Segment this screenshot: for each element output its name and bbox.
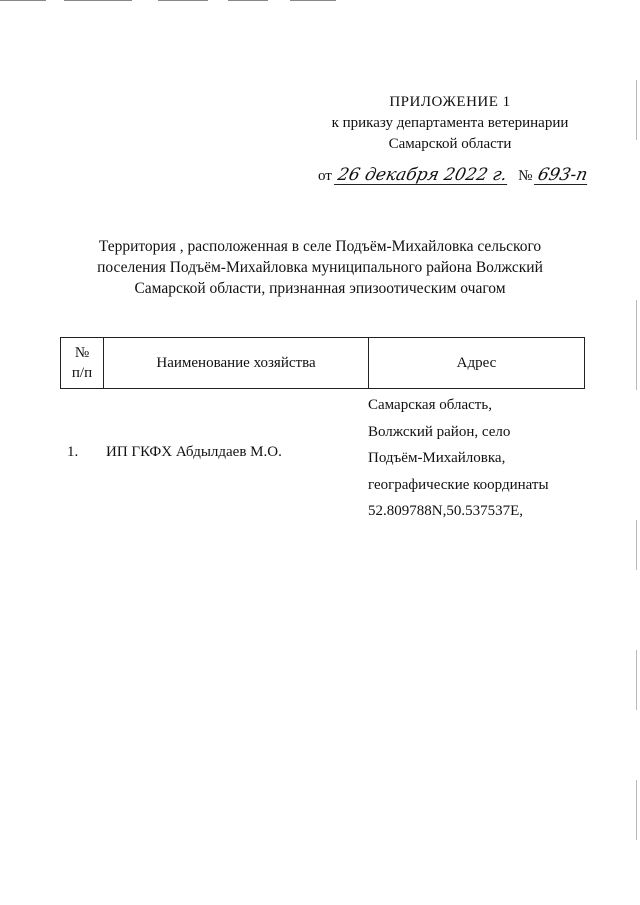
scan-edge-line <box>636 80 637 140</box>
order-date-number <box>318 166 589 185</box>
appendix-line: Самарской области <box>388 136 512 152</box>
document-heading <box>80 236 560 299</box>
scan-edge-line <box>158 0 208 1</box>
appendix-block <box>300 92 600 155</box>
header-number-sign: № <box>74 345 90 361</box>
heading-line: Территория , расположенная в селе Подъём-Михайловка сельского <box>98 238 542 255</box>
address-line: Волжский район, село <box>368 423 511 440</box>
address-line: Самарская область, <box>368 397 492 413</box>
scan-edge-line <box>636 650 637 710</box>
table-header-row <box>61 338 585 389</box>
address-line: Подъём-Михайловка, <box>368 450 506 466</box>
farm-name: ИП ГКФХ Абдылдаев М.О. <box>106 444 282 460</box>
scan-edge-line <box>0 0 46 1</box>
header-farm-name: Наименование хозяйства <box>104 338 369 389</box>
registry-table <box>60 337 585 389</box>
scan-edge-line <box>636 300 637 390</box>
row-number: 1. <box>67 444 79 460</box>
scan-edge-line <box>636 780 637 840</box>
scan-edge-line <box>64 0 132 1</box>
appendix-line: к приказу департамента ветеринарии <box>331 115 569 131</box>
header-address: Адрес <box>369 338 585 389</box>
scan-edge-line <box>636 520 637 570</box>
header-number <box>61 338 104 389</box>
address-line: географические координаты <box>368 476 549 493</box>
heading-line: поселения Подъём-Михайловка муниципального района Волжский <box>97 259 543 276</box>
date-prefix: от <box>318 168 332 184</box>
number-prefix: № <box>518 168 533 184</box>
header-number-abbr: п/п <box>71 365 93 381</box>
handwritten-number: 693-п <box>536 165 590 185</box>
appendix-title: ПРИЛОЖЕНИЕ 1 <box>389 94 511 110</box>
farm-address <box>368 392 549 525</box>
scan-edge-line <box>228 0 268 1</box>
address-line: 52.809788N,50.537537E, <box>368 503 523 519</box>
scan-edge-line <box>290 0 336 1</box>
handwritten-date: 26 декабря 2022 г. <box>335 165 509 185</box>
heading-line: Самарской области, признанная эпизоотическим очагом <box>134 280 506 297</box>
